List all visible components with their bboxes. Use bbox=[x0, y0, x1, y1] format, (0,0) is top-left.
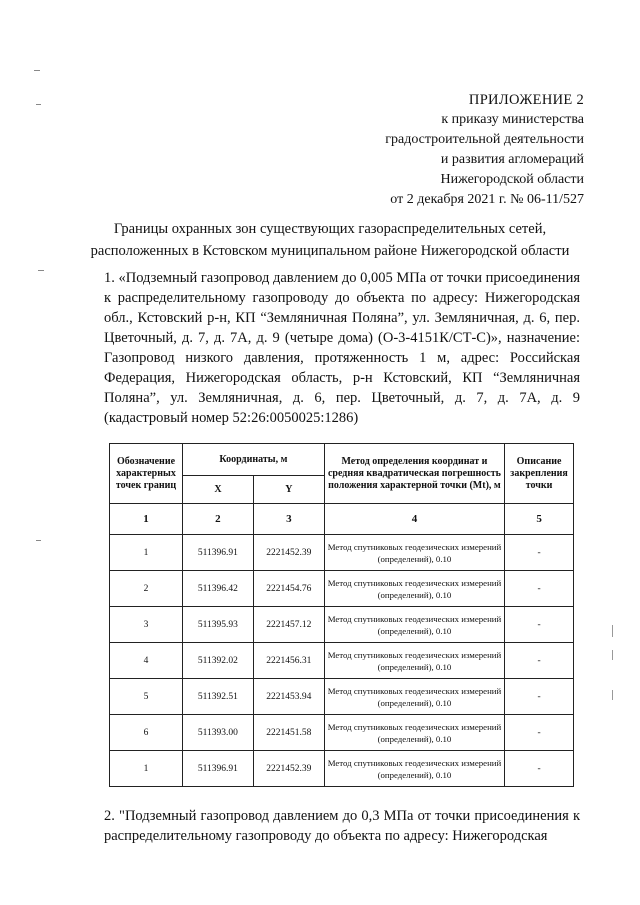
cell-x: 511396.42 bbox=[182, 571, 253, 607]
cell-method: Метод спутниковых геодезических измерений (определений), 0.10 bbox=[324, 643, 504, 679]
column-number: 4 bbox=[324, 504, 504, 535]
appendix-block bbox=[385, 90, 584, 210]
scan-artifact bbox=[38, 270, 44, 271]
scan-artifact bbox=[36, 540, 41, 541]
cell-x: 511396.91 bbox=[182, 535, 253, 571]
table-row bbox=[110, 643, 574, 679]
column-number-row bbox=[110, 504, 574, 535]
cell-point: 6 bbox=[110, 715, 183, 751]
cell-x: 511393.00 bbox=[182, 715, 253, 751]
cell-method: Метод спутниковых геодезических измерений (определений), 0.10 bbox=[324, 679, 504, 715]
cell-description: - bbox=[505, 643, 574, 679]
appendix-line: градостроительной деятельности bbox=[385, 132, 584, 147]
cell-y: 2221453.94 bbox=[253, 679, 324, 715]
paragraph-2: 2. "Подземный газопровод давлением до 0,3 МПа от точки присоединения к распределительному газопроводу до объекта по адресу: Нижегородская bbox=[104, 808, 580, 844]
appendix-line: от 2 декабря 2021 г. № 06-11/527 bbox=[390, 192, 584, 207]
header-x: X bbox=[182, 476, 253, 504]
cell-description: - bbox=[505, 571, 574, 607]
column-number: 1 bbox=[110, 504, 183, 535]
table-row bbox=[110, 679, 574, 715]
cell-point: 4 bbox=[110, 643, 183, 679]
cell-description: - bbox=[505, 679, 574, 715]
header-y: Y bbox=[253, 476, 324, 504]
cell-y: 2221456.31 bbox=[253, 643, 324, 679]
cell-point: 1 bbox=[110, 535, 183, 571]
cell-description: - bbox=[505, 751, 574, 787]
cell-y: 2221454.76 bbox=[253, 571, 324, 607]
cell-y: 2221452.39 bbox=[253, 535, 324, 571]
appendix-line: Нижегородской области bbox=[440, 172, 584, 187]
scan-artifact bbox=[612, 650, 613, 660]
cell-y: 2221452.39 bbox=[253, 751, 324, 787]
column-number: 5 bbox=[505, 504, 574, 535]
table-row bbox=[110, 607, 574, 643]
cell-x: 511392.02 bbox=[182, 643, 253, 679]
cell-method: Метод спутниковых геодезических измерений (определений), 0.10 bbox=[324, 571, 504, 607]
scan-artifact bbox=[612, 690, 613, 700]
column-number: 2 bbox=[182, 504, 253, 535]
table-row bbox=[110, 571, 574, 607]
table-row bbox=[110, 535, 574, 571]
cell-method: Метод спутниковых геодезических измерений (определений), 0.10 bbox=[324, 535, 504, 571]
cell-y: 2221457.12 bbox=[253, 607, 324, 643]
cell-point: 3 bbox=[110, 607, 183, 643]
heading-line: Границы охранных зон существующих газораспределительных сетей, bbox=[113, 221, 547, 237]
appendix-title: ПРИЛОЖЕНИЕ 2 bbox=[468, 92, 584, 108]
cell-description: - bbox=[505, 535, 574, 571]
cell-method: Метод спутниковых геодезических измерений (определений), 0.10 bbox=[324, 751, 504, 787]
cell-description: - bbox=[505, 607, 574, 643]
document-heading bbox=[80, 218, 580, 262]
coordinates-table bbox=[109, 443, 574, 787]
table-row bbox=[110, 715, 574, 751]
cell-x: 511396.91 bbox=[182, 751, 253, 787]
paragraph-1: 1. «Подземный газопровод давлением до 0,005 МПа от точки присоединения к распределительному газопроводу до объекта по адресу: Нижегородская обл., Кстовский р-н, КП “Земляничная Поляна”, ул. Земляничная, д. 6, пер. Цветочный, д. 7, д. 7А, д. 9 (четыре дома) (О-3-4151К/СТ-С)», назначение: Газопровод низкого давления, протяженность 1 м, адрес: Российская Федерация, Нижегородская область, р-н Кстовский, КП “Земляничная Поляна”, ул. Земляничная, д. 6, пер. Цветочный, д. 7, д. 7А, д. 9 (кадастровый номер 52:26:0050025:1286) bbox=[104, 270, 580, 426]
column-number: 3 bbox=[253, 504, 324, 535]
header-designation: Обозначение характерных точек границ bbox=[110, 444, 183, 504]
cell-point: 1 bbox=[110, 751, 183, 787]
table-row bbox=[110, 751, 574, 787]
appendix-line: и развития агломераций bbox=[440, 152, 584, 167]
cell-point: 5 bbox=[110, 679, 183, 715]
heading-line: расположенных в Кстовском муниципальном районе Нижегородской области bbox=[90, 243, 570, 259]
cell-description: - bbox=[505, 715, 574, 751]
scan-artifact bbox=[34, 70, 40, 71]
cell-x: 511395.93 bbox=[182, 607, 253, 643]
cell-method: Метод спутниковых геодезических измерений (определений), 0.10 bbox=[324, 715, 504, 751]
cell-y: 2221451.58 bbox=[253, 715, 324, 751]
header-description: Описание закрепления точки bbox=[505, 444, 574, 504]
cell-x: 511392.51 bbox=[182, 679, 253, 715]
scan-artifact bbox=[612, 625, 613, 637]
cell-point: 2 bbox=[110, 571, 183, 607]
header-method: Метод определения координат и средняя квадратическая погрешность положения характерной точки (Mt), м bbox=[324, 444, 504, 504]
cell-method: Метод спутниковых геодезических измерений (определений), 0.10 bbox=[324, 607, 504, 643]
scan-artifact bbox=[36, 104, 41, 105]
header-coordinates: Координаты, м bbox=[182, 444, 324, 476]
appendix-line: к приказу министерства bbox=[441, 112, 584, 127]
